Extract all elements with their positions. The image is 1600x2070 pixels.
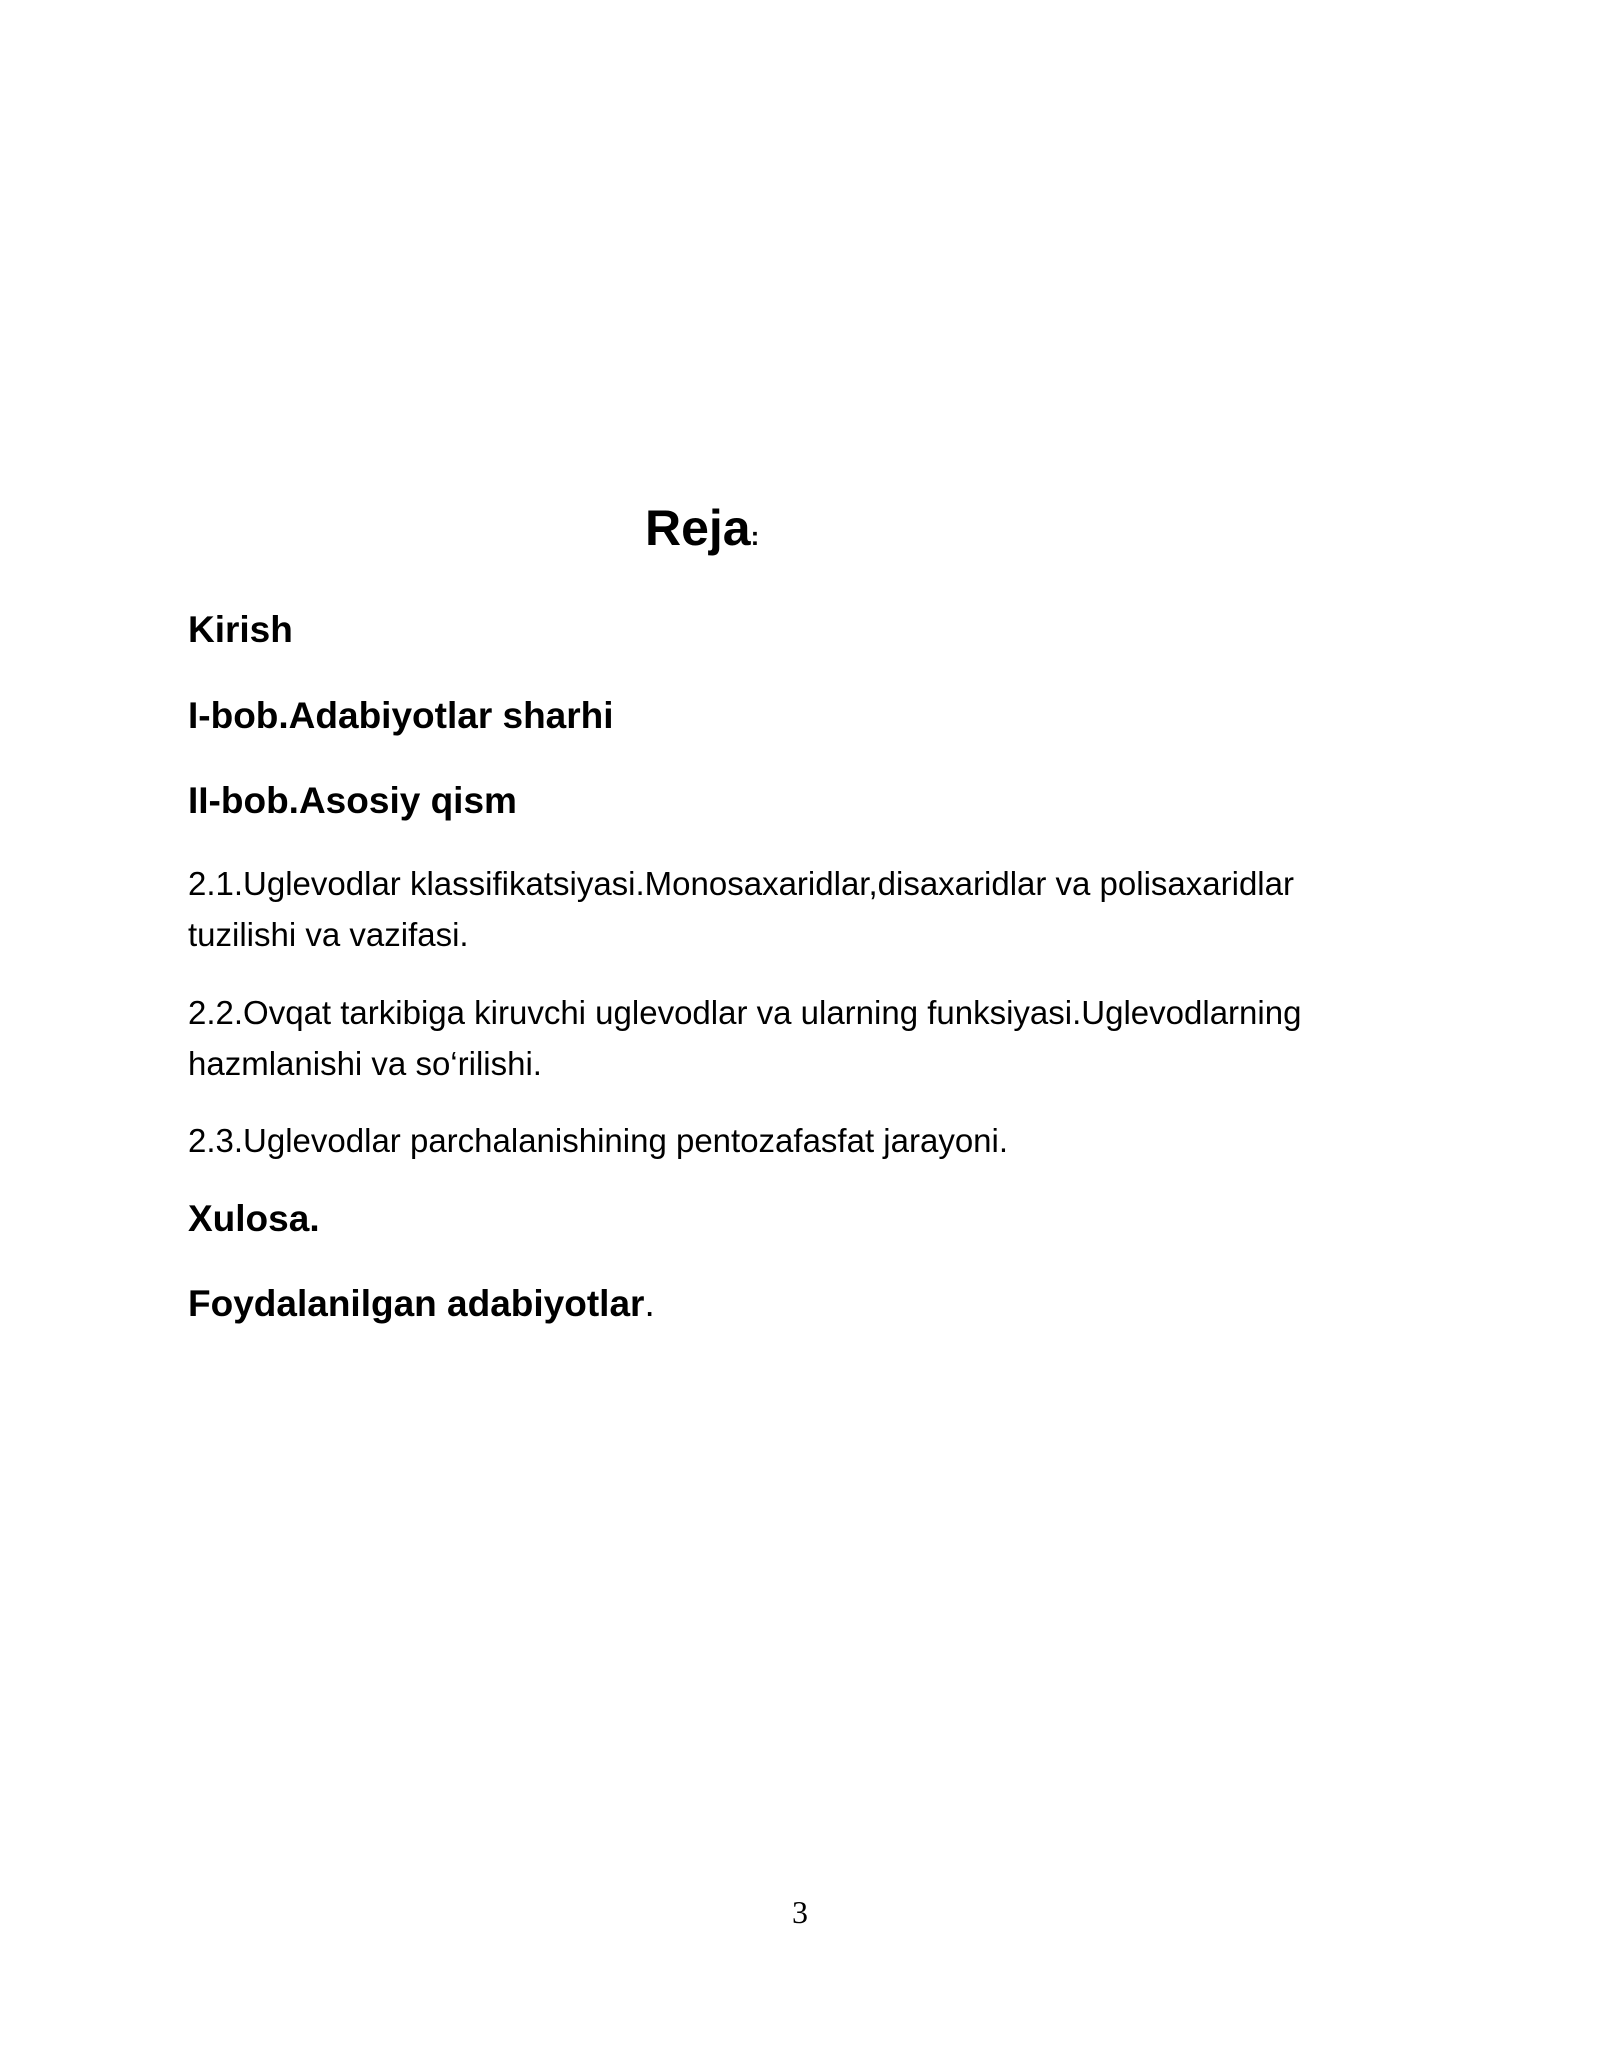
references-label: Foydalanilgan adabiyotlar bbox=[188, 1283, 645, 1324]
section-2-1-line-1: 2.1.Uglevodlar klassifikatsiyasi.Monosaxaridlar,disaxaridlar va polisaxaridlar bbox=[188, 865, 1294, 902]
page-title bbox=[645, 498, 759, 558]
outline-item-kirish: Kirish bbox=[188, 609, 293, 650]
outline-item-chapter-2: II-bob.Asosiy qism bbox=[188, 780, 517, 821]
outline-item-section-2-3: 2.3.Uglevodlar parchalanishining pentozafasfat jarayoni. bbox=[188, 1122, 1009, 1159]
references-period: . bbox=[644, 1283, 655, 1324]
page-number: 3 bbox=[792, 1894, 808, 1930]
page-title-text: Reja bbox=[645, 500, 751, 556]
outline-item-chapter-1: I-bob.Adabiyotlar sharhi bbox=[188, 695, 614, 736]
outline-item-references bbox=[188, 1282, 655, 1326]
outline-item-conclusion: Xulosa. bbox=[188, 1198, 320, 1239]
outline-item-section-2-1 bbox=[188, 858, 1388, 960]
section-2-2-line-1: 2.2.Ovqat tarkibiga kiruvchi uglevodlar va ularning funksiyasi.Uglevodlarning bbox=[188, 994, 1302, 1031]
page-title-colon: : bbox=[750, 521, 760, 551]
outline-item-section-2-2 bbox=[188, 987, 1388, 1089]
section-2-2-line-2: hazmlanishi va so‘rilishi. bbox=[188, 1045, 542, 1082]
section-2-1-line-2: tuzilishi va vazifasi. bbox=[188, 916, 469, 953]
